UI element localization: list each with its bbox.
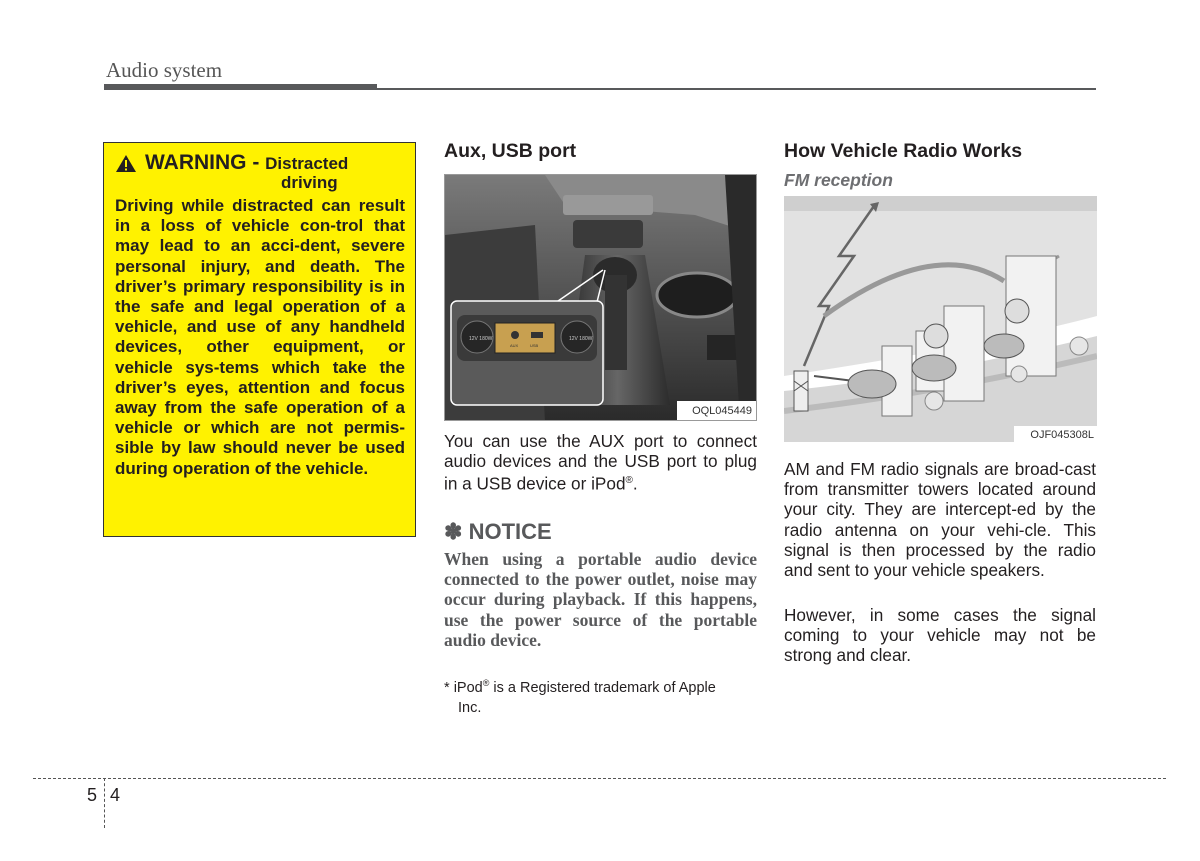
notice-symbol: ✽: [444, 519, 463, 544]
aux-usb-paragraph-end: .: [632, 474, 638, 495]
notice-body: When using a portable audio device connected to the power outlet, noise may occur during playback. If this happens, use the power source of the portable audio device.: [444, 549, 757, 650]
aux-label: AUX: [510, 343, 519, 348]
warning-title-sub: Distracted: [265, 154, 349, 173]
section-title: Audio system: [106, 58, 223, 82]
aux-usb-paragraph: [444, 431, 757, 494]
warning-title: [145, 151, 348, 175]
header-rule-thin: [377, 88, 1096, 90]
footnote-registered-mark: ®: [482, 678, 490, 688]
radio-paragraph-2: However, in some cases the signal coming to your vehicle may not be strong and clear.: [784, 605, 1096, 666]
footnote-text-b: is a Registered trademark of Apple: [489, 679, 716, 696]
aux-usb-paragraph-text: You can use the AUX port to connect audio devices and the USB port to plug in a USB device or iPod: [444, 431, 757, 495]
warning-box: [103, 142, 416, 537]
aux-usb-heading: Aux, USB port: [444, 140, 577, 162]
notice-label: NOTICE: [468, 519, 552, 544]
fm-reception-figure: [784, 196, 1097, 442]
warning-title-line2: driving: [281, 173, 338, 192]
warning-title-main: WARNING -: [145, 151, 266, 174]
header-rule-thick: [104, 84, 377, 90]
aux-usb-figure-code: OQL045449: [692, 405, 752, 417]
registered-mark: ®: [625, 475, 633, 487]
fm-reception-illustration: [784, 196, 1097, 442]
footer-dashed-divider: [104, 778, 105, 828]
warning-body: Driving while distracted can result in a loss of vehicle con-trol that may lead to an acci-dent, severe personal injury, and death. The driver’s primary responsibility is in the safe and legal operation of a vehicle, and use of any handheld devices, other equipment, or vehicle sys-tems which take the driver’s eyes, attention and focus away from the safe operation of a vehicle or which are not permis-sible by law should never be used during operation of the vehicle.: [115, 196, 405, 478]
footer-dashed-rule: [33, 778, 1166, 779]
page-number: 4: [110, 785, 121, 805]
fm-reception-subheading: FM reception: [784, 170, 893, 190]
footnote: [444, 673, 757, 718]
console-photo: [445, 175, 757, 421]
radio-heading: How Vehicle Radio Works: [784, 140, 1023, 162]
notice-title: [444, 519, 552, 545]
left-socket-label: 12V 180W: [469, 336, 493, 342]
footnote-text-a: iPod: [453, 679, 483, 696]
radio-paragraph-1: AM and FM radio signals are broad-cast from transmitter towers located around your city. They are intercept-ed by the radio antenna on your vehi-cle. This signal is then processed by the radio and sent to your vehicle speakers.: [784, 459, 1096, 581]
footnote-text-c: Inc.: [458, 699, 482, 716]
warning-heading: [115, 151, 405, 175]
right-socket-label: 12V 180W: [569, 336, 593, 342]
warning-triangle-icon: [115, 154, 137, 173]
footnote-star: *: [444, 679, 450, 696]
fm-reception-figure-code: OJF045308L: [1030, 429, 1094, 441]
chapter-number: 5: [87, 785, 98, 805]
usb-label: USB: [530, 343, 539, 348]
aux-usb-figure: [444, 174, 757, 421]
